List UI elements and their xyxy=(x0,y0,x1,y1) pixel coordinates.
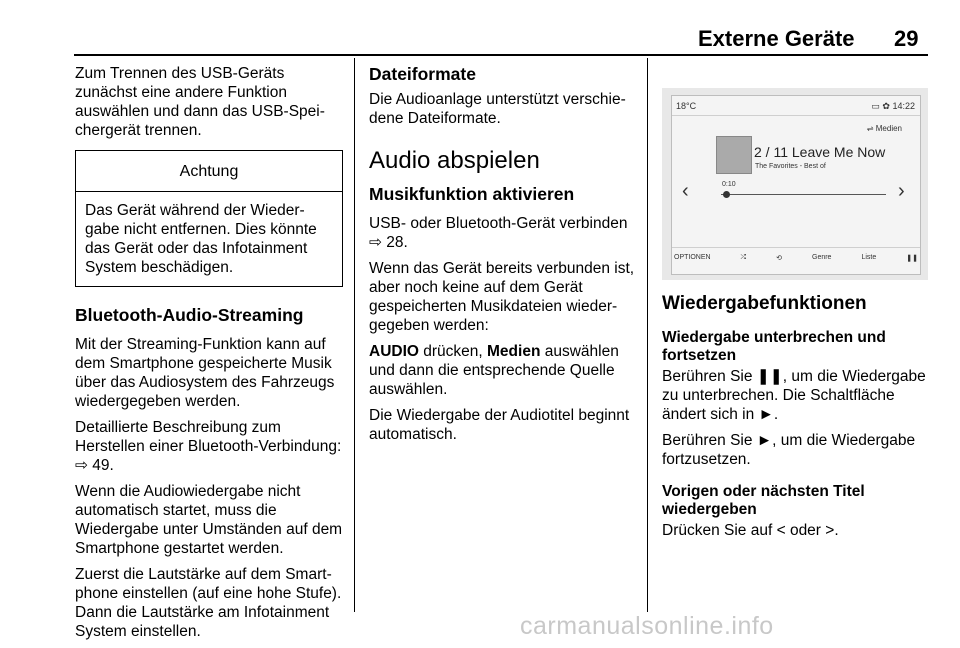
caution-text: Das Gerät während der Wiedergabe nicht entfernen. Dies könnte das Gerät oder das Infotainment System beschädigen. xyxy=(85,202,317,276)
column-middle xyxy=(369,64,635,451)
paragraph: Zuerst die Lautstärke auf dem Smartphone einstellen (auf eine hohe Stufe). Dann die Lautstärke am Infotainment System einstellen. xyxy=(75,566,342,640)
column-divider xyxy=(647,58,648,612)
paragraph xyxy=(369,342,635,399)
album-art xyxy=(716,136,752,174)
subsection-heading: Wiedergabe unterbrechen und fortsetzen xyxy=(662,329,886,364)
next-icon[interactable]: › xyxy=(898,180,905,202)
column-right xyxy=(662,293,928,547)
divider xyxy=(672,247,920,248)
album-name: The Favorites - Best of xyxy=(755,163,826,170)
clock-value: 14:22 xyxy=(892,101,915,111)
text-run: drücken, xyxy=(418,343,488,360)
subsection-heading: Vorigen oder nächsten Titel wiedergeben xyxy=(662,483,865,518)
previous-icon[interactable]: ‹ xyxy=(682,180,689,202)
paragraph: USB- oder Bluetooth-Gerät verbinden ⇨ 28. xyxy=(369,215,628,251)
media-screen xyxy=(671,95,921,275)
paragraph: Drücken Sie auf < oder >. xyxy=(662,522,839,539)
progress-handle[interactable] xyxy=(723,191,730,198)
watermark: carmanualsonline.info xyxy=(520,612,774,640)
paragraph: Die Audioanlage unterstützt verschiedene Dateiformate. xyxy=(369,91,626,127)
pause-button[interactable]: ❚❚ xyxy=(906,255,918,262)
column-divider xyxy=(354,58,355,612)
divider xyxy=(672,115,920,116)
text-run: auswählen und dann die entsprechende Quelle auswählen. xyxy=(369,343,619,398)
paragraph: Mit der Streaming-Funktion kann auf dem Smartphone gespeicherte Musik über das Audiosystem des Fahrzeugs wiedergegeben werden. xyxy=(75,336,335,410)
infotainment-screenshot xyxy=(662,88,928,280)
temperature: 18°C xyxy=(676,101,697,111)
paragraph: Wenn die Audiowiedergabe nicht automatisch startet, muss die Wiedergabe unter Umständen auf dem Smartphone gestartet werden. xyxy=(75,483,343,557)
paragraph: Detaillierte Beschreibung zum Herstellen einer Bluetooth-Verbindung: ⇨ 49. xyxy=(75,419,342,474)
paragraph: Die Wiedergabe der Audiotitel beginnt automatisch. xyxy=(369,407,630,443)
section-heading: Wiedergabefunktionen xyxy=(662,293,867,314)
caution-box xyxy=(75,150,343,287)
track-title: 2 / 11 Leave Me Now xyxy=(754,144,886,160)
genre-button[interactable]: Genre xyxy=(812,254,832,261)
paragraph: Berühren Sie ►, um die Wiedergabe fortzusetzen. xyxy=(662,432,916,468)
repeat-icon[interactable]: ⟲ xyxy=(776,255,783,262)
caution-title: Achtung xyxy=(76,151,342,192)
progress-bar[interactable] xyxy=(721,194,886,195)
clock: ▭ ✿ 14:22 xyxy=(871,101,915,111)
page-number: 29 xyxy=(894,26,919,51)
screen-toolbar xyxy=(674,254,918,262)
paragraph: Berühren Sie ❚❚, um die Wiedergabe zu unterbrechen. Die Schaltfläche ändert sich in ►. xyxy=(662,368,926,423)
paragraph: Zum Trennen des USB-Geräts zunächst eine andere Funktion auswählen und dann das USB-Speichergerät trennen. xyxy=(75,65,325,139)
options-button[interactable]: OPTIONEN xyxy=(674,254,711,261)
list-button[interactable]: Liste xyxy=(861,254,877,261)
chapter-heading: Audio abspielen xyxy=(369,147,540,174)
section-heading: Musikfunktion aktivieren xyxy=(369,184,575,204)
source-label xyxy=(867,124,902,133)
audio-keyword: AUDIO xyxy=(369,343,419,360)
source-text: Medien xyxy=(875,124,902,133)
section-heading: Dateiformate xyxy=(369,64,476,84)
medien-keyword: Medien xyxy=(487,343,541,360)
page-header-title: Externe Geräte xyxy=(698,26,855,51)
usb-icon: ⇌ xyxy=(866,124,876,133)
paragraph: Wenn das Gerät bereits verbunden ist, aber noch keine auf dem Gerät gespeicherten Musikdateien wiedergegeben werden: xyxy=(369,260,635,334)
header-rule xyxy=(74,54,928,56)
elapsed-time: 0:10 xyxy=(722,181,736,188)
section-heading: Bluetooth-Audio-Streaming xyxy=(75,305,304,325)
column-left xyxy=(75,64,343,648)
shuffle-icon[interactable]: ⤮ xyxy=(740,254,747,261)
